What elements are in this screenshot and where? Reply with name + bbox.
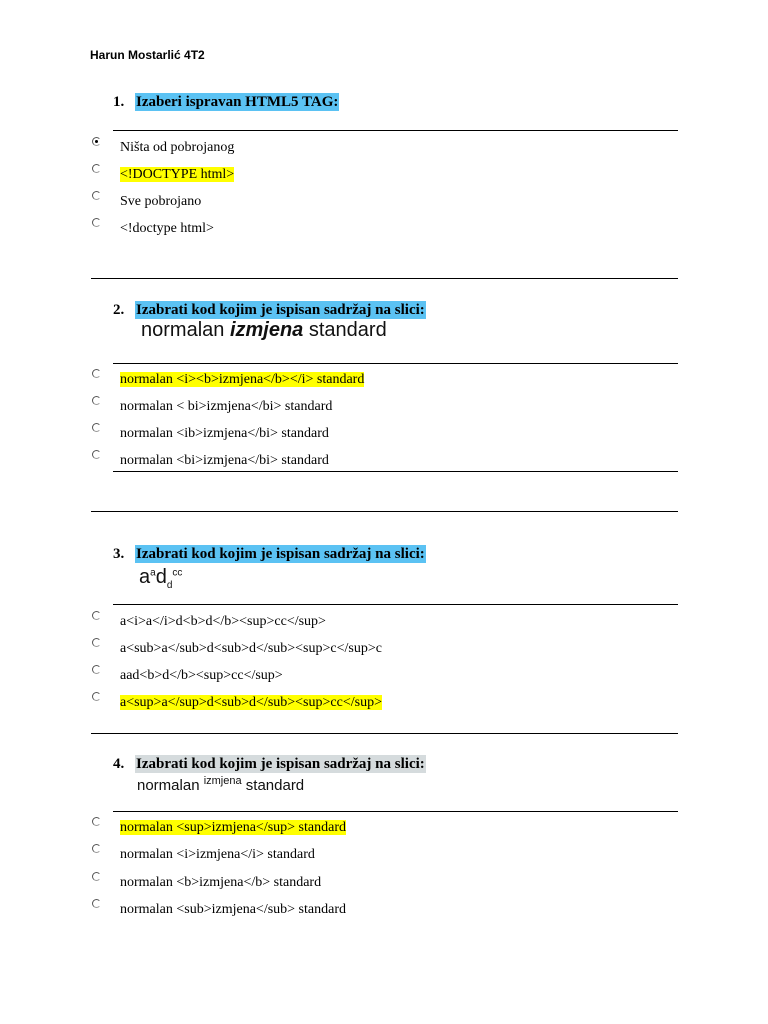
- sample-superscript: cc: [172, 567, 183, 579]
- answer-option[interactable]: normalan <sub>izmjena</sub> standard: [120, 902, 346, 917]
- radio-button[interactable]: [92, 692, 101, 701]
- answer-option[interactable]: normalan < bi>izmjena</bi> standard: [120, 399, 333, 414]
- radio-button[interactable]: [92, 899, 101, 908]
- radio-button[interactable]: [92, 396, 101, 405]
- radio-button[interactable]: [92, 817, 101, 826]
- answer-option[interactable]: [120, 819, 346, 837]
- sample-text: izmjena: [229, 319, 304, 341]
- answer-option[interactable]: normalan <i>izmjena</i> standard: [120, 847, 315, 862]
- answer-option[interactable]: a<i>a</i>d<b>d</b><sup>cc</sup>: [120, 614, 326, 629]
- answer-option[interactable]: normalan <b>izmjena</b> standard: [120, 875, 322, 890]
- sample-rendering: [141, 319, 387, 342]
- sample-superscript: a: [150, 567, 156, 579]
- radio-button[interactable]: [92, 369, 101, 378]
- highlighted-answer: normalan <i><b>izmjena</b></i> standard: [120, 372, 365, 387]
- question-number: 4.: [113, 756, 125, 772]
- answer-option[interactable]: [120, 166, 234, 184]
- radio-button[interactable]: [92, 423, 101, 432]
- sample-text: standard: [241, 777, 305, 794]
- radio-button[interactable]: [92, 218, 101, 227]
- highlighted-answer: normalan <sup>izmjena</sup> standard: [120, 820, 346, 835]
- sample-text: normalan: [137, 777, 204, 794]
- answer-option[interactable]: a<sub>a</sub>d<sub>d</sub><sup>c</sup>c: [120, 641, 382, 656]
- question-1-title: [113, 94, 339, 111]
- divider: [113, 604, 678, 605]
- sample-text: a: [139, 566, 151, 588]
- question-4-title: [113, 756, 426, 773]
- divider: [91, 733, 678, 734]
- answer-option[interactable]: normalan <bi>izmjena</bi> standard: [120, 453, 329, 468]
- question-text: Izabrati kod kojim je ispisan sadržaj na slici:: [136, 302, 425, 318]
- sample-text: standard: [303, 319, 387, 341]
- radio-button[interactable]: [92, 611, 101, 620]
- radio-button[interactable]: [92, 872, 101, 881]
- question-text: Izabrati kod kojim je ispisan sadržaj na slici:: [136, 546, 425, 562]
- answer-option[interactable]: [120, 694, 382, 712]
- divider: [113, 471, 678, 472]
- highlighted-answer: <!DOCTYPE html>: [120, 167, 235, 182]
- question-2-title: [113, 302, 426, 319]
- radio-button[interactable]: [92, 164, 101, 173]
- radio-button[interactable]: [92, 844, 101, 853]
- author-name: Harun Mostarlić 4T2: [90, 48, 205, 62]
- radio-button[interactable]: [92, 450, 101, 459]
- sample-rendering: [137, 775, 304, 794]
- sample-text: d: [155, 566, 167, 588]
- answer-option[interactable]: Sve pobrojano: [120, 194, 202, 209]
- answer-option[interactable]: [120, 371, 364, 389]
- divider: [91, 278, 678, 279]
- sample-rendering: [139, 566, 182, 591]
- highlighted-answer: a<sup>a</sup>d<sub>d</sub><sup>cc</sup>: [120, 695, 382, 710]
- answer-option[interactable]: Ništa od pobrojanog: [120, 140, 235, 155]
- radio-button[interactable]: [92, 137, 101, 146]
- divider: [91, 511, 678, 512]
- answer-option[interactable]: aad<b>d</b><sup>cc</sup>: [120, 668, 283, 683]
- divider: [113, 363, 678, 364]
- question-number: 3.: [113, 546, 125, 562]
- sample-superscript: izmjena: [203, 775, 242, 787]
- question-text: Izabrati kod kojim je ispisan sadržaj na slici:: [136, 756, 425, 772]
- radio-button[interactable]: [92, 665, 101, 674]
- question-3-title: [113, 546, 426, 563]
- sample-text: normalan: [141, 319, 230, 341]
- radio-button[interactable]: [92, 191, 101, 200]
- answer-option[interactable]: normalan <ib>izmjena</bi> standard: [120, 426, 329, 441]
- question-number: 2.: [113, 302, 125, 318]
- radio-button[interactable]: [92, 638, 101, 647]
- divider: [113, 130, 678, 131]
- question-text: Izaberi ispravan HTML5 TAG:: [136, 94, 339, 110]
- question-number: 1.: [113, 94, 125, 110]
- sample-subscript: d: [166, 580, 173, 591]
- answer-option[interactable]: <!doctype html>: [120, 221, 214, 236]
- divider: [113, 811, 678, 812]
